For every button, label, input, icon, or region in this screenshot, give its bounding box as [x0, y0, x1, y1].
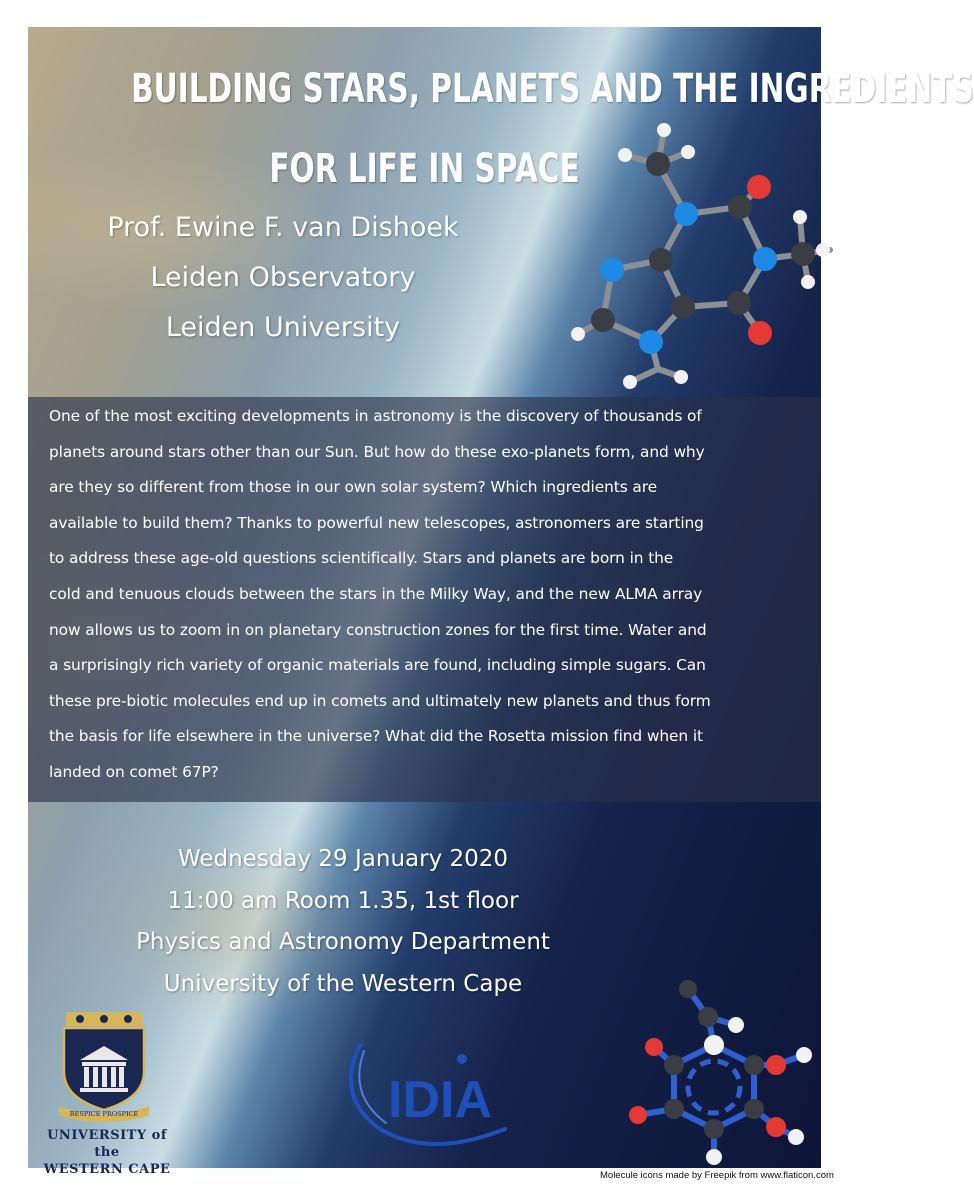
uwc-motto: RESPICE PROSPICE	[69, 1110, 139, 1118]
abstract-line: cold and tenuous clouds between the stars in the Milky Way, and the new ALMA array	[49, 584, 703, 603]
event-department: Physics and Astronomy Department	[136, 929, 550, 955]
abstract-line: these pre-biotic molecules end up in comets and ultimately new planets and thus form	[49, 691, 711, 710]
speaker-name: Prof. Ewine F. van Dishoek	[107, 212, 459, 243]
abstract-line: the basis for life elsewhere in the universe? What did the Rosetta mission find when it	[49, 727, 703, 746]
event-university: University of the Western Cape	[163, 970, 523, 997]
uwc-name	[32, 1127, 182, 1178]
abstract-line: now allows us to zoom in on planetary construction zones for the first time. Water and	[49, 620, 707, 639]
abstract-line: a surprisingly rich variety of organic materials are found, including simple sugars. Can	[49, 656, 706, 675]
uwc-crest-logo	[56, 1010, 152, 1120]
title-line-2: FOR LIFE IN SPACE	[269, 146, 580, 192]
abstract-line: landed on comet 67P?	[49, 762, 219, 781]
aromatic-molecule-icon	[618, 967, 818, 1167]
title-line-1: BUILDING STARS, PLANETS AND THE INGREDIENTS	[131, 66, 974, 112]
abstract-line: available to build them? Thanks to powerful new telescopes, astronomers are starting	[49, 513, 704, 532]
abstract-text	[49, 399, 809, 791]
event-date: Wednesday 29 January 2020	[177, 846, 509, 872]
speaker-block	[78, 203, 488, 353]
abstract-line: planets around stars other than our Sun. But how do these exo-planets form, and why	[49, 442, 705, 461]
idia-wordmark: IDIA	[388, 1071, 492, 1129]
speaker-university: Leiden University	[165, 312, 401, 343]
event-time-room: 11:00 am Room 1.35, 1st floor	[167, 887, 519, 914]
uwc-name-line-1: UNIVERSITY of the	[47, 1128, 167, 1160]
abstract-line: One of the most exciting developments in astronomy is the discovery of thousands of	[49, 407, 702, 425]
abstract-line: are they so different from those in our own solar system? Which ingredients are	[49, 478, 657, 497]
caffeine-molecule-icon	[538, 107, 828, 407]
uwc-name-line-2: WESTERN CAPE	[43, 1162, 171, 1177]
speaker-institute: Leiden Observatory	[150, 262, 416, 293]
icon-credit: Molecule icons made by Freepik from www.flaticon.com	[600, 1170, 834, 1181]
event-details	[128, 839, 558, 1005]
abstract-line: to address these age-old questions scientifically. Stars and planets are born in the	[49, 549, 674, 568]
idia-logo	[340, 1037, 540, 1147]
